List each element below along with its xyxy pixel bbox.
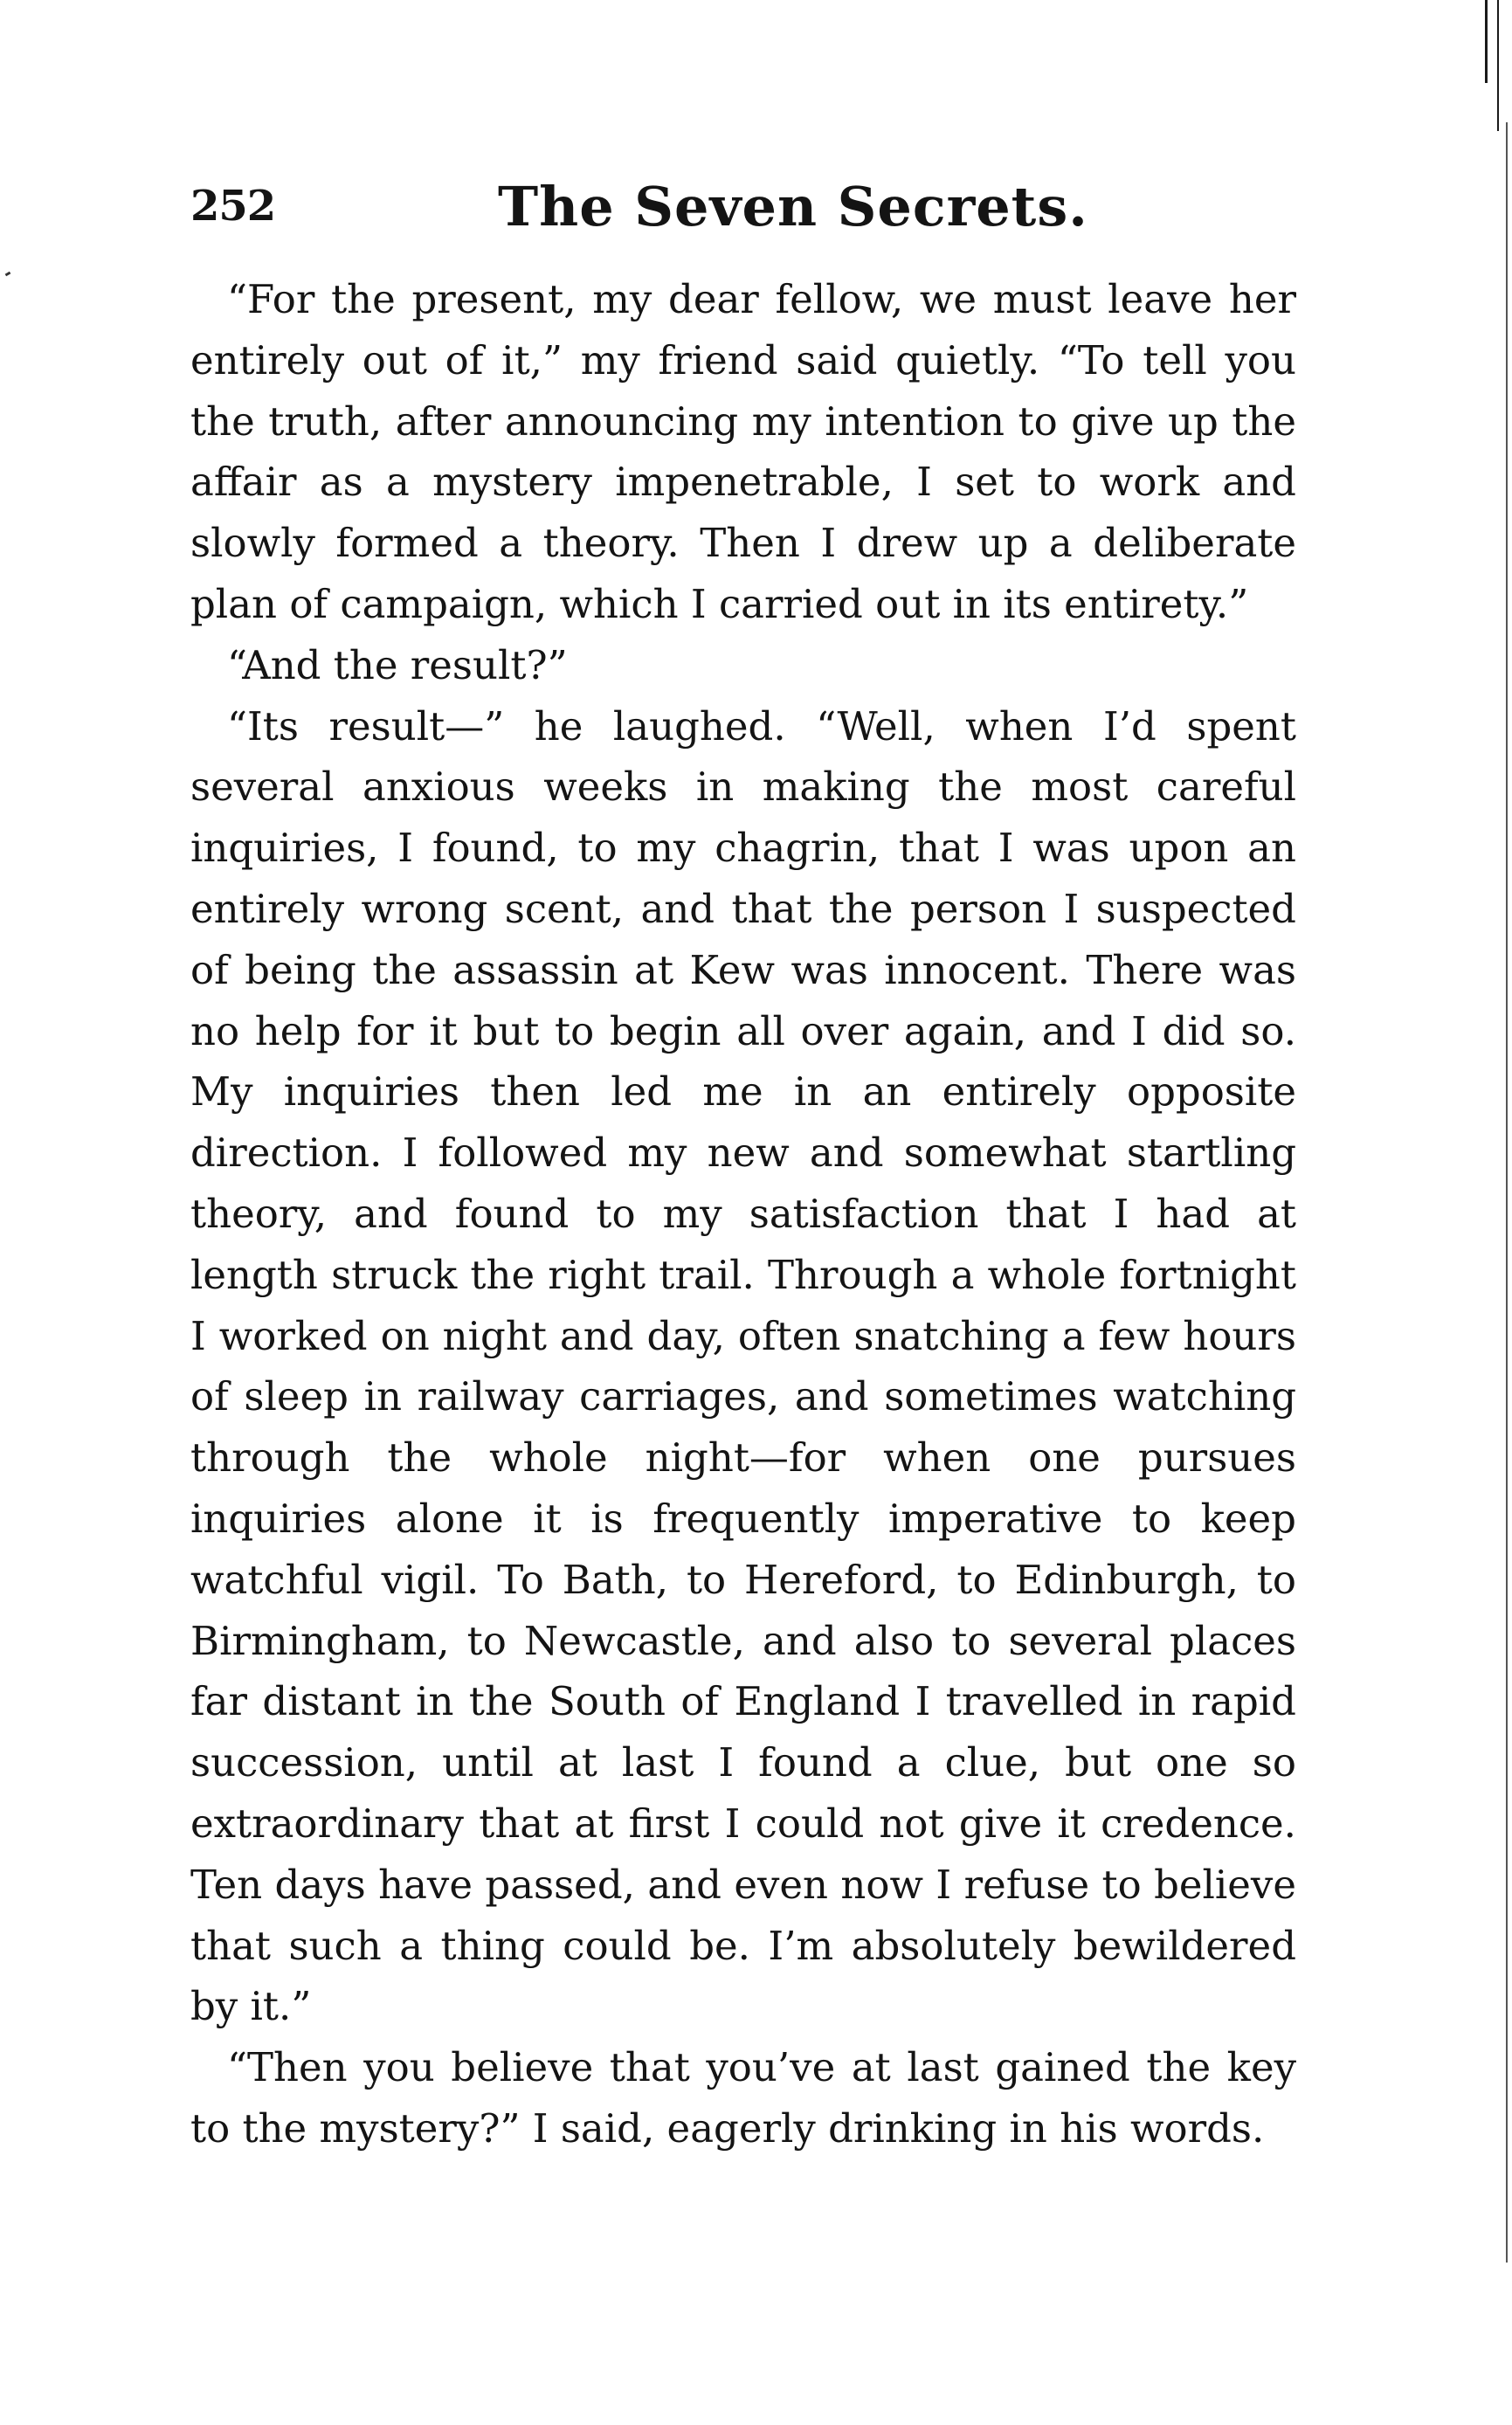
page-edge-line xyxy=(1485,0,1488,83)
running-title: The Seven Secrets. xyxy=(498,175,1088,238)
page-header xyxy=(190,175,1300,253)
page-edge-line xyxy=(1497,0,1499,131)
paragraph: “Its result—” he laughed. “Well, when I’d spent several anxious weeks in making the most careful inquiries, I found, to my chagrin, that I was upon an entirely wrong scent, and that the person I suspected of being the assassin at Kew was innocent. There was no help for it but to begin all over again, and I did so. My inquiries then led me in an entirely opposite direction. I followed my new and somewhat startling theory, and found to my satisfaction that I had at length struck the right trail. Through a whole fortnight I worked on night and day, often snatching a few hours of sleep in railway carriages, and sometimes watching through the whole night—for when one pursues inquiries alone it is frequently imperative to keep watchful vigil. To Bath, to Hereford, to Edinburgh, to Birmingham, to Newcastle, and also to several places far distant in the South of England I travelled in rapid succession, until at last I found a clue, but one so extraordinary that at first I could not give it credence. Ten days have passed, and even now I refuse to believe that such a thing could be. I’m absolutely bewildered by it.” xyxy=(190,702,1296,2030)
print-speck xyxy=(5,272,11,277)
paragraph: “For the present, my dear fellow, we must leave her entirely out of it,” my friend said quietly. “To tell you the truth, after announcing my intention to give up the affair as a mystery impenetrable, I set to work and slowly formed a theory. Then I drew up a deliberate plan of campaign, which I carried out in its entirety.” xyxy=(190,276,1296,627)
paragraph: “Then you believe that you’ve at last gained the key to the mystery?” I said, eagerly drinking in his words. xyxy=(190,2044,1296,2152)
body-text xyxy=(190,269,1296,2159)
paragraph: “And the result?” xyxy=(227,641,568,688)
page-number: 252 xyxy=(190,182,276,231)
page-edge-line xyxy=(1506,122,1508,2263)
